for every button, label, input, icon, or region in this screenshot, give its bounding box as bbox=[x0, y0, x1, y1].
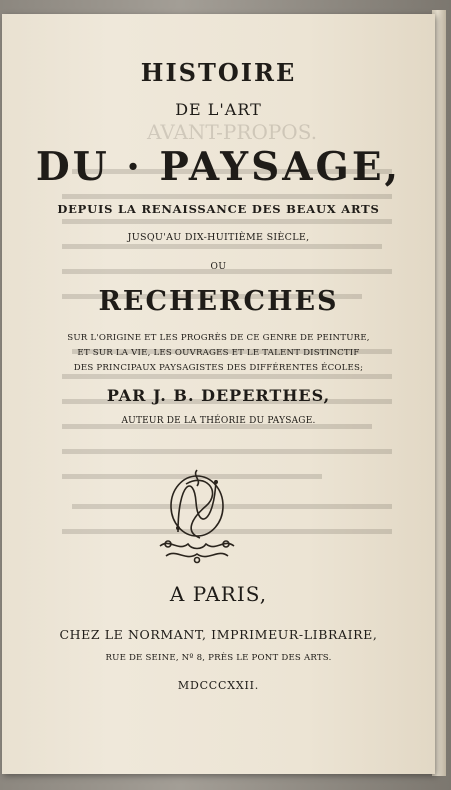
place-line: A PARIS, bbox=[169, 582, 268, 606]
title-line-de-lart: DE L'ART bbox=[175, 100, 262, 119]
address-line: RUE DE SEINE, Nº 8, PRÈS LE PONT DES ARTS. bbox=[105, 653, 332, 663]
subtitle-siecle: JUSQU'AU DIX-HUITIÈME SIÈCLE, bbox=[127, 232, 310, 243]
description-line-2: ET SUR LA VIE, LES OUVRAGES ET LE TALENT DISTINCTIF bbox=[77, 348, 360, 358]
title-line-histoire: HISTOIRE bbox=[140, 58, 297, 87]
description-line-3: DES PRINCIPAUX PAYSAGISTES DES DIFFÉRENTES ÉCOLES; bbox=[73, 363, 364, 373]
show-through-heading: AVANT-PROPOS. bbox=[146, 120, 318, 144]
title-page bbox=[2, 14, 435, 774]
year-line: MDCCCXXII. bbox=[177, 679, 260, 692]
title-line-recherches: RECHERCHES bbox=[98, 286, 339, 317]
subtitle-ou: OU bbox=[210, 262, 227, 272]
publisher-line: CHEZ LE NORMANT, IMPRIMEUR-LIBRAIRE, bbox=[59, 627, 378, 642]
subtitle-renaissance: DEPUIS LA RENAISSANCE DES BEAUX ARTS bbox=[57, 202, 380, 216]
title-line-du-paysage: DU · PAYSAGE, bbox=[35, 144, 402, 190]
monogram-ornament-icon bbox=[156, 462, 238, 566]
description-line-1: SUR L'ORIGINE ET LES PROGRÈS DE CE GENRE DE PEINTURE, bbox=[67, 333, 370, 343]
author-subtitle: AUTEUR DE LA THÉORIE DU PAYSAGE. bbox=[121, 416, 316, 426]
author-line: PAR J. B. DEPERTHES, bbox=[106, 386, 331, 405]
